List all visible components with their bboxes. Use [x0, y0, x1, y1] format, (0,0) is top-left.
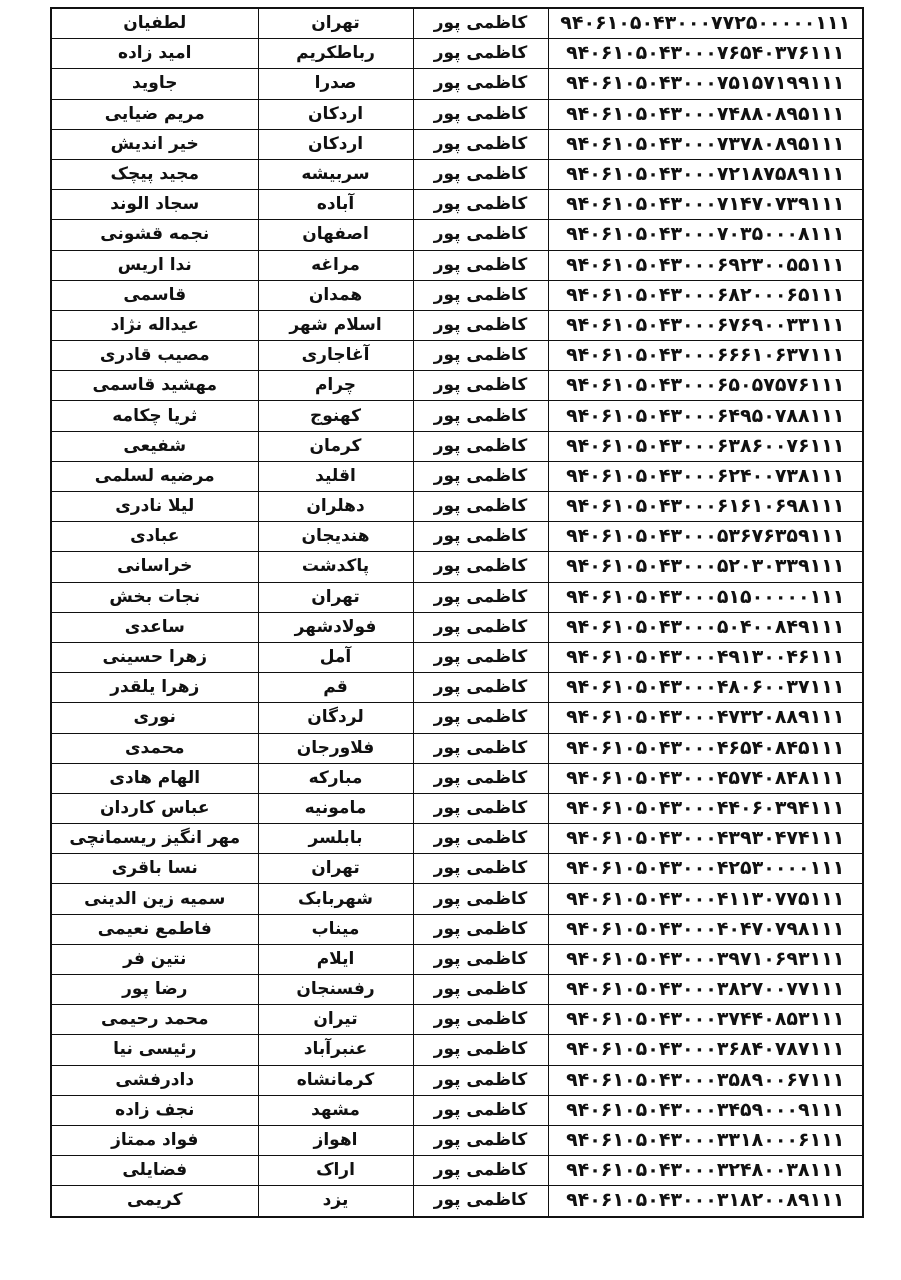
table-row — [51, 642, 863, 672]
table-row — [51, 1065, 863, 1095]
city-cell: قم — [258, 673, 413, 703]
surname-cell: کاظمی پور — [413, 401, 548, 431]
surname-cell: کاظمی پور — [413, 1125, 548, 1155]
surname-cell: کاظمی پور — [413, 492, 548, 522]
name-cell: سمیه زین الدینی — [51, 884, 258, 914]
name-cell: الهام هادی — [51, 763, 258, 793]
surname-cell: کاظمی پور — [413, 733, 548, 763]
surname-cell: کاظمی پور — [413, 99, 548, 129]
city-cell: بابلسر — [258, 824, 413, 854]
table-row — [51, 975, 863, 1005]
name-cell: نتین فر — [51, 944, 258, 974]
table-row — [51, 793, 863, 823]
surname-cell: کاظمی پور — [413, 1065, 548, 1095]
code-cell: ۹۴۰۶۱۰۵۰۴۳۰۰۰۶۶۶۱۰۶۳۷۱۱۱ — [548, 341, 863, 371]
table-row — [51, 8, 863, 39]
surname-cell: کاظمی پور — [413, 431, 548, 461]
city-cell: تیران — [258, 1005, 413, 1035]
code-cell: ۹۴۰۶۱۰۵۰۴۳۰۰۰۳۱۸۲۰۰۸۹۱۱۱ — [548, 1186, 863, 1217]
name-cell: مریم ضیایی — [51, 99, 258, 129]
city-cell: آباده — [258, 190, 413, 220]
name-cell: قاسمی — [51, 280, 258, 310]
city-cell: پاکدشت — [258, 552, 413, 582]
name-cell: سجاد الوند — [51, 190, 258, 220]
name-cell: مهشید قاسمی — [51, 371, 258, 401]
surname-cell: کاظمی پور — [413, 582, 548, 612]
city-cell: ایلام — [258, 944, 413, 974]
city-cell: تهران — [258, 582, 413, 612]
code-cell: ۹۴۰۶۱۰۵۰۴۳۰۰۰۴۹۱۳۰۰۴۶۱۱۱ — [548, 642, 863, 672]
table-row — [51, 824, 863, 854]
code-cell: ۹۴۰۶۱۰۵۰۴۳۰۰۰۶۷۶۹۰۰۳۳۱۱۱ — [548, 310, 863, 340]
city-cell: مامونیه — [258, 793, 413, 823]
code-cell: ۹۴۰۶۱۰۵۰۴۳۰۰۰۴۴۰۶۰۳۹۴۱۱۱ — [548, 793, 863, 823]
city-cell: اراک — [258, 1156, 413, 1186]
name-cell: مجید پیچک — [51, 159, 258, 189]
table-row — [51, 431, 863, 461]
city-cell: سربیشه — [258, 159, 413, 189]
city-cell: آغاجاری — [258, 341, 413, 371]
city-cell: فولادشهر — [258, 612, 413, 642]
surname-cell: کاظمی پور — [413, 824, 548, 854]
code-cell: ۹۴۰۶۱۰۵۰۴۳۰۰۰۳۵۸۹۰۰۶۷۱۱۱ — [548, 1065, 863, 1095]
code-cell: ۹۴۰۶۱۰۵۰۴۳۰۰۰۳۷۴۴۰۸۵۳۱۱۱ — [548, 1005, 863, 1035]
name-cell: ندا اریس — [51, 250, 258, 280]
name-cell: زهرا حسینی — [51, 642, 258, 672]
city-cell: کهنوج — [258, 401, 413, 431]
code-cell: ۹۴۰۶۱۰۵۰۴۳۰۰۰۷۳۷۸۰۸۹۵۱۱۱ — [548, 129, 863, 159]
name-cell: فضایلی — [51, 1156, 258, 1186]
name-cell: مهر انگیز ریسمانچی — [51, 824, 258, 854]
surname-cell: کاظمی پور — [413, 793, 548, 823]
code-cell: ۹۴۰۶۱۰۵۰۴۳۰۰۰۷۵۱۵۷۱۹۹۱۱۱ — [548, 69, 863, 99]
code-cell: ۹۴۰۶۱۰۵۰۴۳۰۰۰۴۲۵۳۰۰۰۰۱۱۱ — [548, 854, 863, 884]
city-cell: اردکان — [258, 129, 413, 159]
city-cell: صدرا — [258, 69, 413, 99]
city-cell: دهلران — [258, 492, 413, 522]
name-cell: فاطمع نعیمی — [51, 914, 258, 944]
table-row — [51, 341, 863, 371]
table-row — [51, 159, 863, 189]
table-row — [51, 280, 863, 310]
code-cell: ۹۴۰۶۱۰۵۰۴۳۰۰۰۵۳۶۷۶۳۵۹۱۱۱ — [548, 522, 863, 552]
surname-cell: کاظمی پور — [413, 944, 548, 974]
table-row — [51, 612, 863, 642]
table-row — [51, 250, 863, 280]
code-cell: ۹۴۰۶۱۰۵۰۴۳۰۰۰۳۲۴۸۰۰۳۸۱۱۱ — [548, 1156, 863, 1186]
surname-cell: کاظمی پور — [413, 280, 548, 310]
code-cell: ۹۴۰۶۱۰۵۰۴۳۰۰۰۷۱۴۷۰۷۳۹۱۱۱ — [548, 190, 863, 220]
surname-cell: کاظمی پور — [413, 1156, 548, 1186]
code-cell: ۹۴۰۶۱۰۵۰۴۳۰۰۰۶۹۲۳۰۰۵۵۱۱۱ — [548, 250, 863, 280]
surname-cell: کاظمی پور — [413, 371, 548, 401]
name-cell: عیداله نژاد — [51, 310, 258, 340]
name-cell: نجف زاده — [51, 1095, 258, 1125]
code-cell: ۹۴۰۶۱۰۵۰۴۳۰۰۰۷۲۱۸۷۵۸۹۱۱۱ — [548, 159, 863, 189]
table-row — [51, 914, 863, 944]
surname-cell: کاظمی پور — [413, 914, 548, 944]
table-row — [51, 884, 863, 914]
surname-cell: کاظمی پور — [413, 1186, 548, 1217]
surname-cell: کاظمی پور — [413, 310, 548, 340]
code-cell: ۹۴۰۶۱۰۵۰۴۳۰۰۰۴۷۳۲۰۸۸۹۱۱۱ — [548, 703, 863, 733]
city-cell: چرام — [258, 371, 413, 401]
surname-cell: کاظمی پور — [413, 703, 548, 733]
table-row — [51, 69, 863, 99]
table-row — [51, 763, 863, 793]
name-cell: مصیب قادری — [51, 341, 258, 371]
code-cell: ۹۴۰۶۱۰۵۰۴۳۰۰۰۶۵۰۵۷۵۷۶۱۱۱ — [548, 371, 863, 401]
surname-cell: کاظمی پور — [413, 129, 548, 159]
surname-cell: کاظمی پور — [413, 8, 548, 39]
city-cell: میناب — [258, 914, 413, 944]
name-cell: مرضیه لسلمی — [51, 461, 258, 491]
name-cell: زهرا یلقدر — [51, 673, 258, 703]
table-row — [51, 1095, 863, 1125]
code-cell: ۹۴۰۶۱۰۵۰۴۳۰۰۰۳۶۸۴۰۷۸۷۱۱۱ — [548, 1035, 863, 1065]
city-cell: مبارکه — [258, 763, 413, 793]
name-cell: محمد رحیمی — [51, 1005, 258, 1035]
table-row — [51, 310, 863, 340]
name-cell: نجات بخش — [51, 582, 258, 612]
table-row — [51, 733, 863, 763]
name-cell: محمدی — [51, 733, 258, 763]
table-row — [51, 673, 863, 703]
name-cell: دادرفشی — [51, 1065, 258, 1095]
name-cell: فواد ممتاز — [51, 1125, 258, 1155]
city-cell: تهران — [258, 854, 413, 884]
code-cell: ۹۴۰۶۱۰۵۰۴۳۰۰۰۴۳۹۳۰۴۷۴۱۱۱ — [548, 824, 863, 854]
city-cell: شهربابک — [258, 884, 413, 914]
name-cell: شفیعی — [51, 431, 258, 461]
surname-cell: کاظمی پور — [413, 522, 548, 552]
name-cell: عبادی — [51, 522, 258, 552]
name-cell: ثریا چکامه — [51, 401, 258, 431]
surname-cell: کاظمی پور — [413, 642, 548, 672]
table-row — [51, 401, 863, 431]
city-cell: کرمان — [258, 431, 413, 461]
table-row — [51, 854, 863, 884]
table-row — [51, 220, 863, 250]
table-row — [51, 371, 863, 401]
city-cell: عنبرآباد — [258, 1035, 413, 1065]
code-cell: ۹۴۰۶۱۰۵۰۴۳۰۰۰۶۲۴۰۰۷۳۸۱۱۱ — [548, 461, 863, 491]
name-cell: لیلا نادری — [51, 492, 258, 522]
surname-cell: کاظمی پور — [413, 612, 548, 642]
name-cell: نسا باقری — [51, 854, 258, 884]
name-cell: نوری — [51, 703, 258, 733]
city-cell: تهران — [258, 8, 413, 39]
name-cell: لطفیان — [51, 8, 258, 39]
table-row — [51, 99, 863, 129]
code-cell: ۹۴۰۶۱۰۵۰۴۳۰۰۰۳۳۱۸۰۰۰۶۱۱۱ — [548, 1125, 863, 1155]
name-cell: ساعدی — [51, 612, 258, 642]
table-row — [51, 1186, 863, 1217]
city-cell: اردکان — [258, 99, 413, 129]
name-cell: رضا پور — [51, 975, 258, 1005]
name-cell: رئیسی نیا — [51, 1035, 258, 1065]
city-cell: رباطکریم — [258, 39, 413, 69]
city-cell: مشهد — [258, 1095, 413, 1125]
code-cell: ۹۴۰۶۱۰۵۰۴۳۰۰۰۵۲۰۳۰۳۳۹۱۱۱ — [548, 552, 863, 582]
surname-cell: کاظمی پور — [413, 39, 548, 69]
surname-cell: کاظمی پور — [413, 159, 548, 189]
code-cell: ۹۴۰۶۱۰۵۰۴۳۰۰۰۶۱۶۱۰۶۹۸۱۱۱ — [548, 492, 863, 522]
code-cell: ۹۴۰۶۱۰۵۰۴۳۰۰۰۴۱۱۳۰۷۷۵۱۱۱ — [548, 884, 863, 914]
table-row — [51, 582, 863, 612]
city-cell: همدان — [258, 280, 413, 310]
table-row — [51, 129, 863, 159]
city-cell: اسلام شهر — [258, 310, 413, 340]
table-row — [51, 190, 863, 220]
surname-cell: کاظمی پور — [413, 1095, 548, 1125]
code-cell: ۹۴۰۶۱۰۵۰۴۳۰۰۰۶۴۹۵۰۷۸۸۱۱۱ — [548, 401, 863, 431]
city-cell: اهواز — [258, 1125, 413, 1155]
surname-cell: کاظمی پور — [413, 975, 548, 1005]
table-row — [51, 552, 863, 582]
code-cell: ۹۴۰۶۱۰۵۰۴۳۰۰۰۵۱۵۰۰۰۰۰۱۱۱ — [548, 582, 863, 612]
name-cell: خراسانی — [51, 552, 258, 582]
city-cell: آمل — [258, 642, 413, 672]
surname-cell: کاظمی پور — [413, 461, 548, 491]
surname-cell: کاظمی پور — [413, 341, 548, 371]
city-cell: یزد — [258, 1186, 413, 1217]
code-cell: ۹۴۰۶۱۰۵۰۴۳۰۰۰۷۴۸۸۰۸۹۵۱۱۱ — [548, 99, 863, 129]
code-cell: ۹۴۰۶۱۰۵۰۴۳۰۰۰۷۷۲۵۰۰۰۰۰۱۱۱ — [548, 8, 863, 39]
code-cell: ۹۴۰۶۱۰۵۰۴۳۰۰۰۳۹۷۱۰۶۹۳۱۱۱ — [548, 944, 863, 974]
name-cell: خیر اندیش — [51, 129, 258, 159]
surname-cell: کاظمی پور — [413, 552, 548, 582]
name-cell: امید زاده — [51, 39, 258, 69]
table-row — [51, 1156, 863, 1186]
surname-cell: کاظمی پور — [413, 854, 548, 884]
table-row — [51, 1125, 863, 1155]
table-row — [51, 461, 863, 491]
code-cell: ۹۴۰۶۱۰۵۰۴۳۰۰۰۴۵۷۴۰۸۴۸۱۱۱ — [548, 763, 863, 793]
registry-table — [50, 7, 864, 1218]
city-cell: لردگان — [258, 703, 413, 733]
code-cell: ۹۴۰۶۱۰۵۰۴۳۰۰۰۷۰۳۵۰۰۰۸۱۱۱ — [548, 220, 863, 250]
code-cell: ۹۴۰۶۱۰۵۰۴۳۰۰۰۳۴۵۹۰۰۰۹۱۱۱ — [548, 1095, 863, 1125]
code-cell: ۹۴۰۶۱۰۵۰۴۳۰۰۰۴۸۰۶۰۰۳۷۱۱۱ — [548, 673, 863, 703]
surname-cell: کاظمی پور — [413, 763, 548, 793]
surname-cell: کاظمی پور — [413, 250, 548, 280]
table-row — [51, 492, 863, 522]
code-cell: ۹۴۰۶۱۰۵۰۴۳۰۰۰۴۰۴۷۰۷۹۸۱۱۱ — [548, 914, 863, 944]
table-row — [51, 1005, 863, 1035]
surname-cell: کاظمی پور — [413, 673, 548, 703]
city-cell: کرمانشاه — [258, 1065, 413, 1095]
registry-table-body — [51, 8, 863, 1217]
city-cell: اصفهان — [258, 220, 413, 250]
surname-cell: کاظمی پور — [413, 884, 548, 914]
surname-cell: کاظمی پور — [413, 69, 548, 99]
table-row — [51, 703, 863, 733]
code-cell: ۹۴۰۶۱۰۵۰۴۳۰۰۰۶۳۸۶۰۰۷۶۱۱۱ — [548, 431, 863, 461]
city-cell: هندیجان — [258, 522, 413, 552]
city-cell: رفسنجان — [258, 975, 413, 1005]
code-cell: ۹۴۰۶۱۰۵۰۴۳۰۰۰۳۸۲۷۰۰۷۷۱۱۱ — [548, 975, 863, 1005]
city-cell: اقلید — [258, 461, 413, 491]
name-cell: عباس کاردان — [51, 793, 258, 823]
surname-cell: کاظمی پور — [413, 1005, 548, 1035]
table-row — [51, 944, 863, 974]
city-cell: مراغه — [258, 250, 413, 280]
table-row — [51, 522, 863, 552]
code-cell: ۹۴۰۶۱۰۵۰۴۳۰۰۰۷۶۵۴۰۳۷۶۱۱۱ — [548, 39, 863, 69]
surname-cell: کاظمی پور — [413, 1035, 548, 1065]
name-cell: نجمه قشونی — [51, 220, 258, 250]
code-cell: ۹۴۰۶۱۰۵۰۴۳۰۰۰۴۶۵۴۰۸۴۵۱۱۱ — [548, 733, 863, 763]
city-cell: فلاورجان — [258, 733, 413, 763]
code-cell: ۹۴۰۶۱۰۵۰۴۳۰۰۰۶۸۲۰۰۰۶۵۱۱۱ — [548, 280, 863, 310]
name-cell: جاوید — [51, 69, 258, 99]
surname-cell: کاظمی پور — [413, 190, 548, 220]
table-row — [51, 1035, 863, 1065]
table-row — [51, 39, 863, 69]
name-cell: کریمی — [51, 1186, 258, 1217]
surname-cell: کاظمی پور — [413, 220, 548, 250]
code-cell: ۹۴۰۶۱۰۵۰۴۳۰۰۰۵۰۴۰۰۸۴۹۱۱۱ — [548, 612, 863, 642]
